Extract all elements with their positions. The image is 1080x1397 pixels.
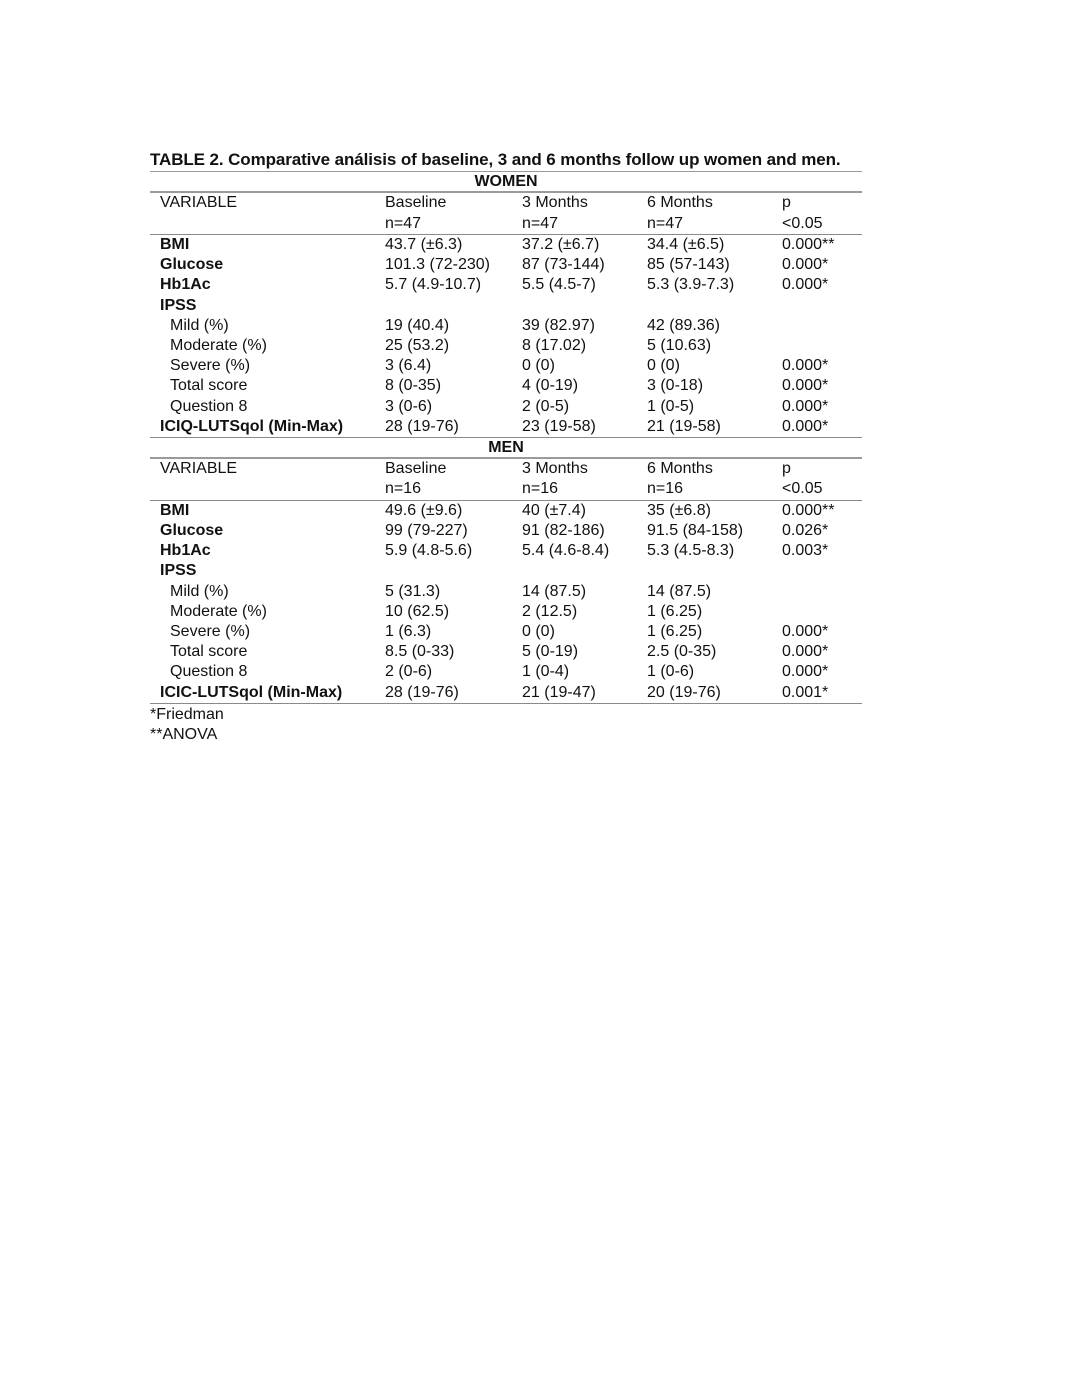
footnote-anova: **ANOVA [150, 725, 218, 743]
p-value-cell: 0.001* [782, 683, 829, 701]
p-value-cell: 0.000* [782, 623, 829, 640]
baseline-cell: 49.6 (±9.6) [385, 501, 463, 519]
variable-cell: Total score [170, 643, 248, 661]
six-months-cell: 1 (0-6) [647, 663, 695, 681]
variable-cell: BMI [160, 236, 190, 253]
women-section [150, 172, 862, 438]
variable-cell: Severe (%) [170, 357, 251, 375]
three-months-cell: 87 (73-144) [522, 256, 605, 274]
baseline-cell: 99 (79-227) [385, 522, 468, 540]
baseline-cell: 28 (19-76) [385, 683, 459, 701]
p-value-cell: 0.000** [782, 236, 835, 253]
variable-cell: Hb1Ac [160, 542, 211, 560]
six-months-cell: 42 (89.36) [647, 316, 720, 334]
six-months-cell: 35 (±6.8) [647, 501, 711, 519]
three-months-cell: 4 (0-19) [522, 377, 579, 395]
p-value-cell: 0.000* [782, 397, 829, 415]
p-value-cell [782, 336, 862, 356]
variable-cell: Severe (%) [170, 623, 251, 640]
three-months-cell: 2 (12.5) [522, 602, 578, 620]
six-months-cell: 2.5 (0-35) [647, 643, 717, 661]
footnote-friedman: *Friedman [150, 705, 224, 723]
six-months-cell: 91.5 (84-158) [647, 522, 744, 540]
variable-cell: Glucose [160, 522, 224, 540]
variable-cell: IPSS [160, 296, 197, 314]
table-row [150, 501, 862, 521]
baseline-cell: 8.5 (0-33) [385, 643, 455, 661]
three-months-cell: 21 (19-47) [522, 683, 596, 701]
three-months-cell: 8 (17.02) [522, 336, 587, 354]
six-months-cell: 34.4 (±6.5) [647, 236, 725, 253]
variable-cell: BMI [160, 501, 190, 519]
p-value-cell: 0.000* [782, 663, 829, 681]
p-value-cell: 0.003* [782, 542, 829, 560]
six-months-cell: 1 (6.25) [647, 623, 703, 640]
six-months-cell: 3 (0-18) [647, 377, 704, 395]
table-row [150, 582, 862, 602]
three-months-cell [522, 561, 647, 581]
document-page [150, 150, 930, 745]
three-months-cell: 0 (0) [522, 357, 555, 375]
six-months-cell [647, 296, 782, 316]
six-months-cell: 5.3 (3.9-7.3) [647, 276, 735, 294]
column-header-variable: VARIABLE [160, 194, 238, 211]
baseline-cell: 3 (0-6) [385, 397, 433, 415]
three-months-cell [522, 296, 647, 316]
column-header-baseline: Baseline n=16 [385, 459, 447, 498]
baseline-cell: 19 (40.4) [385, 316, 450, 334]
p-value-cell: 0.000* [782, 276, 829, 294]
baseline-cell: 8 (0-35) [385, 377, 442, 395]
variable-cell: Mild (%) [170, 316, 229, 334]
six-months-cell: 21 (19-58) [647, 417, 721, 435]
table-row [150, 235, 862, 255]
three-months-cell: 39 (82.97) [522, 316, 595, 334]
table-row [150, 376, 862, 396]
variable-cell: Total score [170, 377, 248, 395]
p-value-cell: 0.000* [782, 643, 829, 661]
three-months-cell: 5.4 (4.6-8.4) [522, 542, 610, 560]
variable-cell: Mild (%) [170, 582, 229, 600]
table-row [150, 602, 862, 622]
six-months-cell: 20 (19-76) [647, 683, 721, 701]
variable-cell: Moderate (%) [170, 602, 267, 620]
table-row [150, 316, 862, 336]
baseline-cell: 43.7 (±6.3) [385, 236, 463, 253]
table-row [150, 356, 862, 376]
table-row [150, 275, 862, 295]
table-row [150, 622, 862, 642]
table-row [150, 296, 862, 316]
table-row [150, 417, 862, 437]
column-header-baseline: Baseline n=47 [385, 194, 447, 232]
footnotes [150, 705, 930, 745]
column-header-6-months: 6 Months n=47 [647, 194, 713, 232]
variable-cell: Hb1Ac [160, 276, 211, 294]
p-value-cell: 0.000* [782, 256, 829, 274]
three-months-cell: 37.2 (±6.7) [522, 236, 600, 253]
variable-cell: Moderate (%) [170, 336, 267, 354]
p-value-cell [782, 316, 862, 336]
three-months-cell: 14 (87.5) [522, 582, 587, 600]
six-months-cell: 0 (0) [647, 357, 680, 375]
three-months-cell: 23 (19-58) [522, 417, 596, 435]
column-header-variable: VARIABLE [160, 459, 238, 477]
p-value-cell [782, 602, 862, 622]
table-title: TABLE 2. Comparative análisis of baseline, 3 and 6 months follow up women and men. [150, 150, 841, 169]
table-row [150, 521, 862, 541]
baseline-cell [385, 296, 522, 316]
table-row [150, 397, 862, 417]
men-header-row [150, 459, 862, 500]
p-value-cell: 0.000* [782, 357, 829, 375]
three-months-cell: 40 (±7.4) [522, 501, 586, 519]
column-header-p: p <0.05 [782, 459, 823, 498]
p-value-cell [782, 296, 862, 316]
p-value-cell [782, 582, 862, 602]
variable-cell: Question 8 [170, 397, 248, 415]
six-months-cell: 85 (57-143) [647, 256, 730, 274]
women-heading: WOMEN [474, 173, 538, 190]
table-row [150, 255, 862, 275]
table-row [150, 336, 862, 356]
baseline-cell: 2 (0-6) [385, 663, 433, 681]
column-header-6-months: 6 Months n=16 [647, 459, 713, 498]
baseline-cell: 101.3 (72-230) [385, 256, 490, 274]
variable-cell: Question 8 [170, 663, 248, 681]
baseline-cell: 5 (31.3) [385, 582, 441, 600]
baseline-cell: 28 (19-76) [385, 417, 459, 435]
six-months-cell: 1 (0-5) [647, 397, 695, 415]
six-months-cell: 5.3 (4.5-8.3) [647, 542, 735, 560]
baseline-cell [385, 561, 522, 581]
three-months-cell: 5 (0-19) [522, 643, 579, 661]
p-value-cell [782, 561, 862, 581]
three-months-cell: 5.5 (4.5-7) [522, 276, 596, 294]
column-header-3-months: 3 Months n=16 [522, 459, 588, 498]
p-value-cell: 0.000** [782, 501, 835, 519]
three-months-cell: 2 (0-5) [522, 397, 570, 415]
p-value-cell: 0.000* [782, 377, 829, 395]
six-months-cell [647, 561, 782, 581]
three-months-cell: 91 (82-186) [522, 522, 605, 540]
women-rows [150, 235, 862, 437]
six-months-cell: 14 (87.5) [647, 582, 712, 600]
variable-cell: Glucose [160, 256, 224, 274]
men-bottom-rule [150, 703, 862, 704]
baseline-cell: 1 (6.3) [385, 623, 432, 640]
table-row [150, 683, 862, 703]
baseline-cell: 5.7 (4.9-10.7) [385, 276, 482, 294]
three-months-cell: 0 (0) [522, 623, 555, 640]
p-value-cell: 0.000* [782, 417, 829, 435]
table-row [150, 642, 862, 662]
men-section [150, 438, 862, 704]
column-header-3-months: 3 Months n=47 [522, 194, 588, 232]
men-rows [150, 501, 862, 703]
table-row [150, 541, 862, 561]
table-row [150, 561, 862, 581]
baseline-cell: 5.9 (4.8-5.6) [385, 542, 473, 560]
table-row [150, 662, 862, 682]
p-value-cell: 0.026* [782, 522, 829, 540]
six-months-cell: 1 (6.25) [647, 602, 703, 620]
women-header-row [150, 193, 862, 234]
baseline-cell: 25 (53.2) [385, 336, 450, 354]
baseline-cell: 10 (62.5) [385, 602, 450, 620]
variable-cell: ICIQ-LUTSqol (Min-Max) [160, 417, 344, 435]
variable-cell: ICIC-LUTSqol (Min-Max) [160, 683, 343, 701]
three-months-cell: 1 (0-4) [522, 663, 570, 681]
column-header-p: p <0.05 [782, 194, 823, 232]
baseline-cell: 3 (6.4) [385, 357, 432, 375]
variable-cell: IPSS [160, 562, 197, 580]
six-months-cell: 5 (10.63) [647, 336, 712, 354]
men-heading: MEN [488, 438, 524, 456]
